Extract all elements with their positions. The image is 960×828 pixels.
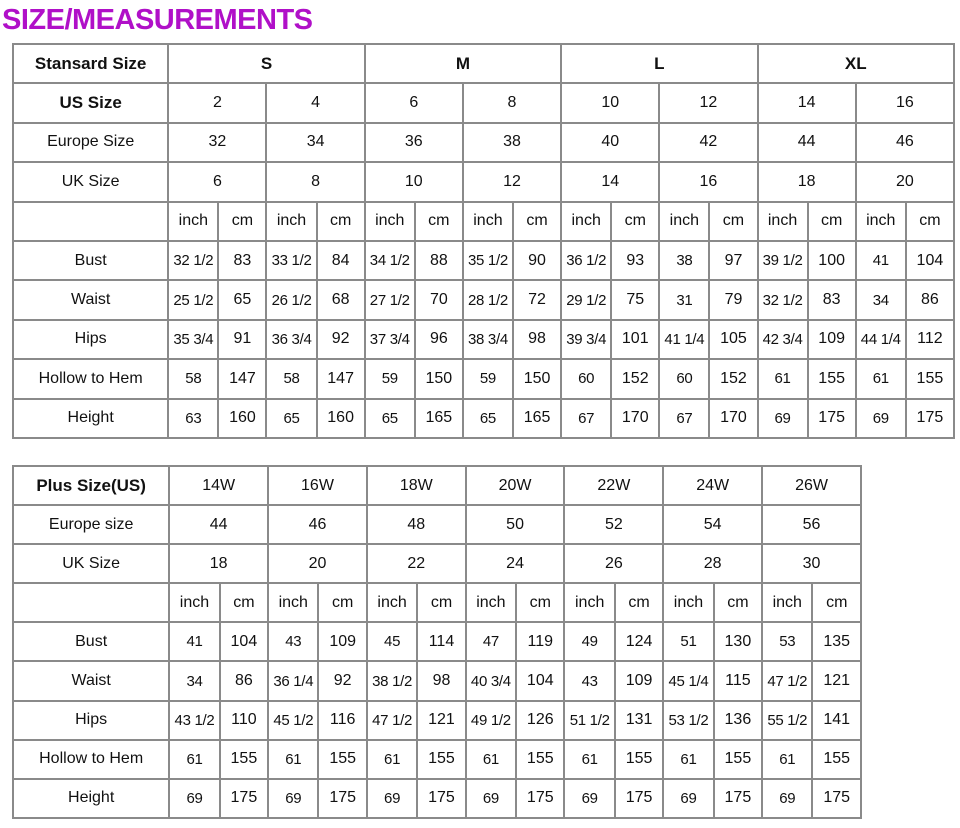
measurement-cell: 130 [714,622,762,661]
measurement-cell: 36 1/4 [268,661,318,700]
measurement-cell: 86 [906,280,954,319]
europe-size-cell: 34 [266,123,364,162]
measurement-cell: 160 [218,399,266,438]
measurement-cell: 47 1/2 [762,661,812,700]
unit-inch: inch [266,202,316,241]
measurement-cell: 41 [169,622,219,661]
unit-cm: cm [417,583,465,622]
measurement-label: Hollow to Hem [13,359,168,398]
unit-inch: inch [268,583,318,622]
measurement-cell: 131 [615,701,663,740]
unit-inch: inch [856,202,906,241]
plus-europe-size-label: Europe size [13,505,169,544]
measurement-cell: 155 [812,740,861,779]
measurement-cell: 61 [762,740,812,779]
measurement-cell: 34 [856,280,906,319]
plus-us-cell: 22W [564,466,663,505]
measurement-cell: 59 [463,359,513,398]
europe-size-cell: 36 [365,123,463,162]
uk-size-cell: 8 [266,162,364,201]
unit-cm: cm [220,583,268,622]
measurement-cell: 155 [808,359,856,398]
measurement-cell: 88 [415,241,463,280]
us-size-cell: 8 [463,83,561,122]
measurement-cell: 104 [906,241,954,280]
measurement-cell: 69 [268,779,318,818]
measurement-cell: 155 [615,740,663,779]
measurement-cell: 47 [466,622,516,661]
plus-us-cell: 18W [367,466,466,505]
measurement-cell: 124 [615,622,663,661]
europe-size-cell: 42 [659,123,757,162]
plus-us-cell: 26W [762,466,861,505]
measurement-label: Height [13,399,168,438]
measurement-cell: 116 [318,701,366,740]
measurement-cell: 61 [367,740,417,779]
measurement-cell: 43 1/2 [169,701,219,740]
plus-europe-size-cell: 52 [564,505,663,544]
page-title: SIZE/MEASUREMENTS [2,4,313,36]
measurement-cell: 90 [513,241,561,280]
standard-size-table [12,43,955,439]
uk-size-label: UK Size [13,162,168,201]
us-size-cell: 4 [266,83,364,122]
measurement-cell: 44 1/4 [856,320,906,359]
measurement-row [13,241,954,280]
measurement-label: Height [13,779,169,818]
plus-uk-size-cell: 20 [268,544,367,583]
measurement-cell: 105 [709,320,757,359]
measurement-cell: 155 [516,740,564,779]
measurement-cell: 109 [318,622,366,661]
measurement-cell: 69 [663,779,713,818]
plus-measurement-row [13,661,861,700]
measurement-cell: 60 [659,359,709,398]
uk-size-cell: 14 [561,162,659,201]
uk-size-cell: 16 [659,162,757,201]
measurement-cell: 51 1/2 [564,701,614,740]
measurement-cell: 115 [714,661,762,700]
measurement-cell: 100 [808,241,856,280]
measurement-cell: 69 [758,399,808,438]
measurement-cell: 34 [169,661,219,700]
measurement-cell: 69 [169,779,219,818]
measurement-cell: 32 1/2 [168,241,218,280]
measurement-cell: 25 1/2 [168,280,218,319]
unit-cm: cm [906,202,954,241]
uk-size-cell: 18 [758,162,856,201]
measurement-cell: 61 [466,740,516,779]
europe-size-label: Europe Size [13,123,168,162]
measurement-cell: 175 [906,399,954,438]
measurement-cell: 104 [516,661,564,700]
unit-cm: cm [615,583,663,622]
measurement-cell: 155 [417,740,465,779]
measurement-cell: 69 [856,399,906,438]
unit-cm: cm [516,583,564,622]
size-group-m: M [365,44,561,83]
unit-inch: inch [367,583,417,622]
measurement-label: Waist [13,280,168,319]
measurement-cell: 83 [218,241,266,280]
measurement-label: Hollow to Hem [13,740,169,779]
plus-measurement-row [13,701,861,740]
measurement-cell: 175 [615,779,663,818]
standard-size-label: Stansard Size [13,44,168,83]
plus-us-cell: 20W [466,466,565,505]
plus-uk-size-cell: 18 [169,544,268,583]
us-size-cell: 6 [365,83,463,122]
uk-size-cell: 12 [463,162,561,201]
measurement-row [13,359,954,398]
measurement-cell: 43 [564,661,614,700]
measurement-cell: 40 3/4 [466,661,516,700]
measurement-cell: 121 [417,701,465,740]
measurement-cell: 93 [611,241,659,280]
measurement-cell: 152 [709,359,757,398]
measurement-cell: 53 1/2 [663,701,713,740]
measurement-cell: 104 [220,622,268,661]
europe-size-cell: 32 [168,123,266,162]
unit-inch: inch [463,202,513,241]
measurement-cell: 61 [564,740,614,779]
measurement-label: Waist [13,661,169,700]
measurement-cell: 67 [659,399,709,438]
uk-size-cell: 6 [168,162,266,201]
us-size-cell: 2 [168,83,266,122]
measurement-cell: 38 3/4 [463,320,513,359]
measurement-cell: 147 [218,359,266,398]
measurement-cell: 69 [466,779,516,818]
uk-size-cell: 10 [365,162,463,201]
plus-europe-size-cell: 46 [268,505,367,544]
measurement-cell: 68 [317,280,365,319]
measurement-cell: 36 1/2 [561,241,611,280]
size-group-xl: XL [758,44,954,83]
europe-size-cell: 40 [561,123,659,162]
unit-row [13,202,954,241]
measurement-cell: 79 [709,280,757,319]
us-size-label: US Size [13,83,168,122]
measurement-cell: 65 [266,399,316,438]
measurement-cell: 141 [812,701,861,740]
measurement-cell: 91 [218,320,266,359]
measurement-cell: 170 [709,399,757,438]
measurement-label: Bust [13,622,169,661]
plus-us-cell: 14W [169,466,268,505]
plus-uk-size-row [13,544,861,583]
measurement-cell: 175 [318,779,366,818]
measurement-cell: 75 [611,280,659,319]
measurement-cell: 39 3/4 [561,320,611,359]
measurement-cell: 27 1/2 [365,280,415,319]
size-group-s: S [168,44,364,83]
size-group-l: L [561,44,757,83]
measurement-cell: 59 [365,359,415,398]
unit-row-label [13,202,168,241]
europe-size-cell: 44 [758,123,856,162]
measurement-cell: 69 [762,779,812,818]
measurement-cell: 97 [709,241,757,280]
us-size-cell: 12 [659,83,757,122]
plus-europe-size-cell: 54 [663,505,762,544]
plus-europe-size-row [13,505,861,544]
unit-inch: inch [168,202,218,241]
measurement-cell: 53 [762,622,812,661]
unit-inch: inch [466,583,516,622]
measurement-cell: 92 [317,320,365,359]
measurement-cell: 109 [808,320,856,359]
unit-inch: inch [365,202,415,241]
uk-size-cell: 20 [856,162,954,201]
measurement-cell: 121 [812,661,861,700]
measurement-row [13,280,954,319]
plus-europe-size-cell: 44 [169,505,268,544]
us-size-cell: 14 [758,83,856,122]
measurement-cell: 155 [220,740,268,779]
measurement-cell: 160 [317,399,365,438]
measurement-cell: 41 [856,241,906,280]
unit-cm: cm [513,202,561,241]
plus-measurement-row [13,740,861,779]
unit-inch: inch [659,202,709,241]
measurement-cell: 61 [856,359,906,398]
measurement-cell: 35 1/2 [463,241,513,280]
measurement-cell: 65 [218,280,266,319]
measurement-cell: 45 [367,622,417,661]
unit-cm: cm [812,583,861,622]
measurement-cell: 67 [561,399,611,438]
measurement-label: Bust [13,241,168,280]
measurement-cell: 69 [367,779,417,818]
measurement-cell: 33 1/2 [266,241,316,280]
plus-europe-size-cell: 56 [762,505,861,544]
measurement-cell: 98 [417,661,465,700]
measurement-cell: 165 [415,399,463,438]
measurement-cell: 175 [417,779,465,818]
plus-uk-size-cell: 24 [466,544,565,583]
size-group-row [13,44,954,83]
unit-cm: cm [611,202,659,241]
measurement-cell: 49 1/2 [466,701,516,740]
measurement-cell: 147 [317,359,365,398]
plus-us-cell: 16W [268,466,367,505]
unit-cm: cm [317,202,365,241]
unit-inch: inch [762,583,812,622]
measurement-cell: 119 [516,622,564,661]
measurement-cell: 51 [663,622,713,661]
us-size-cell: 10 [561,83,659,122]
plus-us-row [13,466,861,505]
measurement-cell: 98 [513,320,561,359]
measurement-cell: 175 [220,779,268,818]
measurement-cell: 175 [714,779,762,818]
measurement-cell: 32 1/2 [758,280,808,319]
measurement-cell: 69 [564,779,614,818]
measurement-cell: 38 [659,241,709,280]
measurement-cell: 155 [318,740,366,779]
plus-uk-size-cell: 26 [564,544,663,583]
measurement-cell: 61 [268,740,318,779]
measurement-cell: 38 1/2 [367,661,417,700]
plus-us-cell: 24W [663,466,762,505]
unit-inch: inch [663,583,713,622]
plus-uk-size-cell: 22 [367,544,466,583]
plus-measurement-row [13,779,861,818]
plus-unit-row [13,583,861,622]
measurement-label: Hips [13,701,169,740]
unit-cm: cm [714,583,762,622]
unit-inch: inch [561,202,611,241]
measurement-label: Hips [13,320,168,359]
us-size-cell: 16 [856,83,954,122]
measurement-cell: 42 3/4 [758,320,808,359]
us-size-row [13,83,954,122]
measurement-cell: 61 [758,359,808,398]
measurement-cell: 65 [463,399,513,438]
measurement-cell: 65 [365,399,415,438]
measurement-cell: 175 [516,779,564,818]
measurement-cell: 165 [513,399,561,438]
europe-size-cell: 46 [856,123,954,162]
measurement-cell: 175 [808,399,856,438]
measurement-cell: 58 [168,359,218,398]
measurement-cell: 175 [812,779,861,818]
uk-size-row [13,162,954,201]
measurement-cell: 26 1/2 [266,280,316,319]
measurement-cell: 43 [268,622,318,661]
measurement-cell: 28 1/2 [463,280,513,319]
europe-size-row [13,123,954,162]
measurement-cell: 110 [220,701,268,740]
europe-size-cell: 38 [463,123,561,162]
unit-cm: cm [318,583,366,622]
measurement-cell: 35 3/4 [168,320,218,359]
measurement-cell: 58 [266,359,316,398]
unit-inch: inch [169,583,219,622]
measurement-cell: 41 1/4 [659,320,709,359]
plus-uk-size-label: UK Size [13,544,169,583]
measurement-cell: 55 1/2 [762,701,812,740]
measurement-cell: 150 [415,359,463,398]
measurement-cell: 114 [417,622,465,661]
plus-uk-size-cell: 30 [762,544,861,583]
unit-inch: inch [758,202,808,241]
measurement-cell: 83 [808,280,856,319]
measurement-cell: 70 [415,280,463,319]
measurement-cell: 60 [561,359,611,398]
measurement-cell: 112 [906,320,954,359]
measurement-cell: 47 1/2 [367,701,417,740]
plus-europe-size-cell: 50 [466,505,565,544]
measurement-cell: 29 1/2 [561,280,611,319]
plus-size-table [12,465,862,819]
measurement-cell: 63 [168,399,218,438]
plus-measurement-row [13,622,861,661]
unit-cm: cm [808,202,856,241]
measurement-cell: 126 [516,701,564,740]
measurement-cell: 31 [659,280,709,319]
measurement-cell: 61 [169,740,219,779]
measurement-cell: 37 3/4 [365,320,415,359]
measurement-cell: 155 [906,359,954,398]
measurement-cell: 72 [513,280,561,319]
measurement-cell: 45 1/4 [663,661,713,700]
unit-inch: inch [564,583,614,622]
unit-cm: cm [709,202,757,241]
measurement-cell: 61 [663,740,713,779]
measurement-row [13,399,954,438]
unit-cm: cm [218,202,266,241]
plus-uk-size-cell: 28 [663,544,762,583]
measurement-cell: 96 [415,320,463,359]
plus-size-label: Plus Size(US) [13,466,169,505]
measurement-cell: 84 [317,241,365,280]
measurement-cell: 45 1/2 [268,701,318,740]
measurement-cell: 101 [611,320,659,359]
measurement-cell: 49 [564,622,614,661]
plus-europe-size-cell: 48 [367,505,466,544]
measurement-cell: 109 [615,661,663,700]
measurement-cell: 36 3/4 [266,320,316,359]
unit-cm: cm [415,202,463,241]
measurement-cell: 152 [611,359,659,398]
measurement-cell: 39 1/2 [758,241,808,280]
measurement-cell: 86 [220,661,268,700]
unit-row-label [13,583,169,622]
measurement-row [13,320,954,359]
measurement-cell: 34 1/2 [365,241,415,280]
measurement-cell: 150 [513,359,561,398]
measurement-cell: 135 [812,622,861,661]
measurement-cell: 92 [318,661,366,700]
measurement-cell: 155 [714,740,762,779]
measurement-cell: 170 [611,399,659,438]
measurement-cell: 136 [714,701,762,740]
